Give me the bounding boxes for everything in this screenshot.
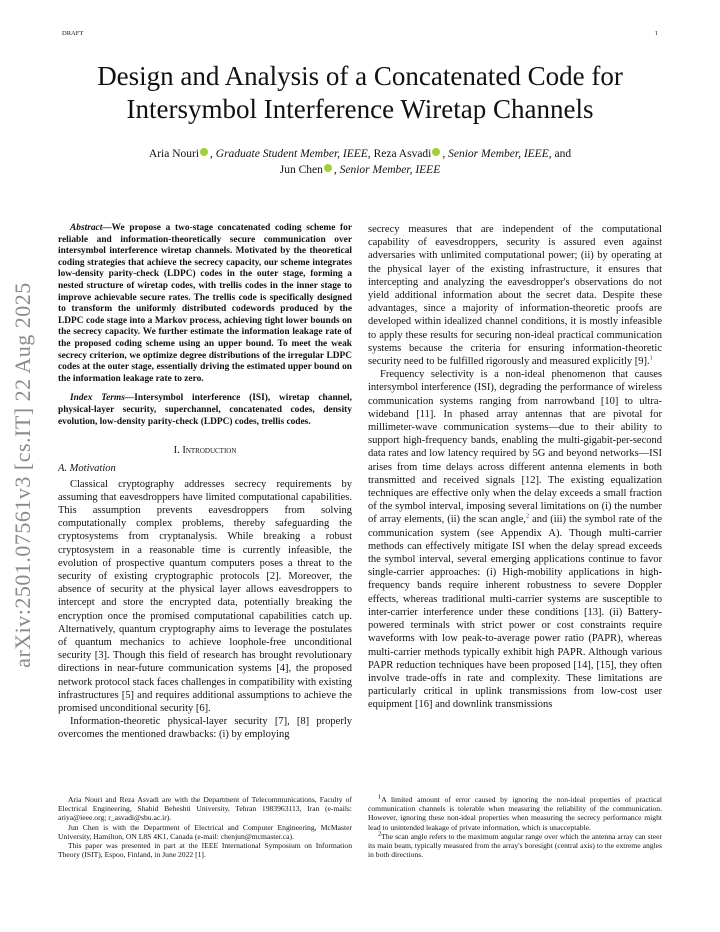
conjunction: and [551, 148, 572, 160]
subsection-heading: A. Motivation [58, 463, 116, 475]
footnotes-left [58, 795, 352, 859]
footnote [368, 832, 662, 860]
footnote [368, 795, 662, 832]
footnote-text: The scan angle refers to the maximum angular range over which the antenna array can steer its main beam, typically measured from the array's boresight (central axis) to the extreme angles in both directions. [368, 831, 662, 860]
footnote-marker[interactable]: 2 [525, 512, 530, 520]
author-block [90, 146, 630, 178]
footnote: Jun Chen is with the Department of Electrical and Computer Engineering, McMaster University, Hamilton, ON L8S 4K1, Canada (e-mail: chenjun@mcmaster.ca). [58, 822, 352, 841]
author-role: , Senior Member, IEEE, [442, 148, 552, 160]
orcid-icon[interactable] [432, 148, 440, 156]
footnote-text: A limited amount of error caused by ignoring the non-ideal properties of practical communication channels is tolerable when measuring the reliability of the communication. However, ignoring these non-ideal properties when measuring the secrecy performance might lead to unintended leakage of private information, which is unacceptable. [368, 795, 662, 832]
footnote-marker[interactable]: 1 [649, 354, 653, 362]
author-name: Reza Asvadi [370, 148, 432, 160]
paragraph-text: and (iii) the symbol rate of the communication system (see Appendix A). Though multi-carrier methods can effectively mitigate ISI when the delay spread exceeds the symbol interval, several emerging applications continue to favor single-carrier approaches: (i) High-mobility applications in high-frequency bands require inherent robustness to severe Doppler effects, whereas traditional multi-carrier systems are susceptible to inter-carrier interference under these conditions [13]. (ii) Battery-powered terminals with strict power or cost constraints require waveforms with low peak-to-average power ratio (PAPR), whereas multi-carrier methods typically exhibit high PAPR. Although various PAPR reduction techniques have been proposed [14], [15], they often involve trade-offs in rate and complexity. These limitations are particularly critical in uplink transmissions from low-cost user equipment [16] and downlink transmissions [368, 514, 662, 711]
arxiv-sidebar [6, 265, 40, 685]
paragraph-text: Frequency selectivity is a non-ideal phenomenon that causes intersymbol interference (ISI), degrading the performance of wireless communication systems ranging from narrowband [10] to ultra-wideband [11]. In phased array antennas that are pivotal for millimeter-wave communication systems—due to their ability to support high-frequency bands, enabling the multi-gigabit-per-second data rates and low latency required by 5G and beyond networks—ISI arises from time delays across different antenna elements in both transmitted and received signals [12]. The existing equalization techniques are effective only when the delay exceeds a small fraction of the symbol interval, imposing several limitations on (i) the number of array elements, (ii) the scan angle, [368, 369, 662, 526]
body-paragraph: Information-theoretic physical-layer security [7], [8] properly overcomes the mentioned drawbacks: (i) by employing [58, 716, 352, 741]
running-header-left: DRAFT [62, 30, 84, 37]
body-paragraph [368, 368, 662, 711]
footnotes-right [368, 795, 662, 859]
section-heading: I. Introduction [173, 445, 237, 457]
footnote: Aria Nouri and Reza Asvadi are with the Department of Telecommunications, Faculty of Electrical Engineering, Shahid Beheshti University, Tehran 1983963113, Iran (e-mails: ariya@ieee.org; r_asvadi@sbu.ac.ir). [58, 795, 352, 823]
abstract [58, 223, 352, 385]
author-role: , Senior Member, IEEE [333, 164, 441, 176]
page-number: 1 [654, 30, 658, 37]
index-terms-text: —Intersymbol interference (ISI), wiretap channel, physical-layer security, superchannel, concatenated codes, density evolution, low-density parity-check (LDPC) codes, trellis codes. [58, 393, 353, 427]
author-role: , Graduate Student Member, IEEE, [210, 148, 371, 160]
orcid-icon[interactable] [200, 148, 208, 156]
index-terms [58, 393, 352, 428]
abstract-label: Abstract [70, 223, 103, 233]
footnote: This paper was presented in part at the IEEE International Symposium on Information Theory (ISIT), Espoo, Finland, in June 2022 [1]. [58, 841, 352, 860]
index-terms-label: Index Terms [70, 393, 125, 404]
paragraph-text: secrecy measures that are independent of the computational capability of eavesdroppers, security is assured even against adversaries with unlimited computational power; (ii) by operating at the physical layer of the existing infrastructure, it ensures that intercepting and analyzing the eavesdropper's observations do not yield additional information about the secret data. Despite these advantages, since a majority of information-theoretic proofs are developed within idealized channel conditions, it is mostly infeasible to apply these results for securing non-ideal practical communication systems because the criteria for ensuring information-theoretic security need to be fulfilled rigorously and measured explicitly [9]. [368, 224, 662, 368]
arxiv-identifier: arXiv:2501.07561v3 [cs.IT] 22 Aug 2025 [10, 282, 35, 668]
left-column [58, 223, 352, 742]
footnote-number: 1 [378, 793, 382, 801]
paper-title: Design and Analysis of a Concatenated Code for Intersymbol Interference Wiretap Channels [97, 61, 623, 124]
author-name: Jun Chen [279, 164, 323, 176]
abstract-text: —We propose a two-stage concatenated coding scheme for reliable and information-theoretically secure communication over intersymbol interference wiretap channels. Motivated by the theoretical coding strategies that achieve the secrecy capacity, our scheme integrates low-density parity-check (LDPC) codes in the outer stage, forming a nested structure of wiretap codes, with trellis codes in the inner stage to improve achievable secure rates. The trellis code is specifically designed to transform the uniformly distributed codewords produced by the LDPC code stage into a Markov process, achieving tight lower bounds on the secrecy capacity. We further estimate the information leakage rate of the proposed coding scheme using an upper bound. To meet the weak secrecy criterion, we optimize degree distributions of the irregular LDPC codes at the outer stage, essentially driving the estimated upper bound on the information leakage rate to zero. [58, 223, 352, 384]
right-column [368, 223, 662, 712]
body-paragraph: Classical cryptography addresses secrecy requirements by assuming that eavesdroppers have limited computational capabilities. This assumption prevents eavesdroppers from solving computationally complex problems, thereby safeguarding the cryptosystems from cryptanalysis. While breaking a robust cryptosystem in a reasonable time is currently infeasible, the evolution of prospective quantum computers poses a threat to the security of existing cryptographic protocols [2]. Moreover, the absence of security at the physical layer allows eavesdroppers to intercept and store the encrypted data, potentially breaking the encryption once the promised computational capabilities catch up. Alternatively, quantum cryptography aims to leverage the postulates of quantum mechanics to achieve loophole-free unconditional security [3]. Though this field of research has brought revolutionary directions in near-future communication systems [4], the proposed network protocol stack faces challenges in compatibility with existing infrastructures [5] and requires additional assumptions to achieve the promised unconditional security [6]. [58, 478, 352, 714]
footnote-number: 2 [378, 830, 382, 838]
orcid-icon[interactable] [324, 164, 332, 172]
body-paragraph [368, 223, 662, 368]
author-name: Aria Nouri [148, 148, 200, 160]
